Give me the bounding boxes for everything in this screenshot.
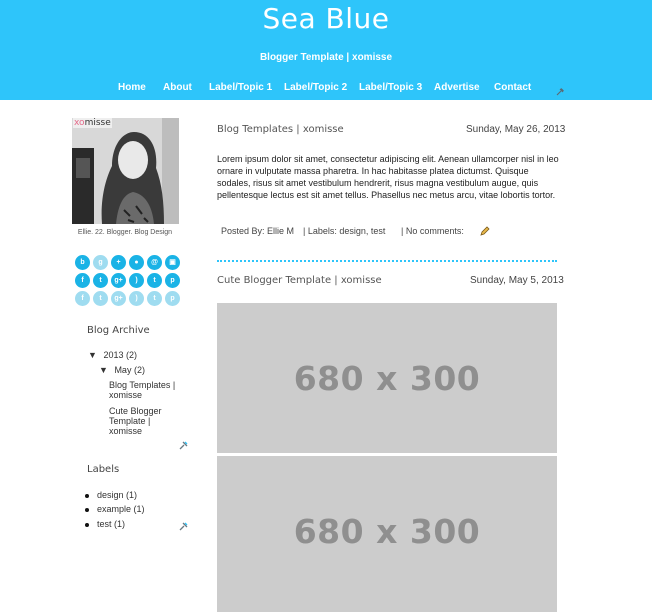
- site-description: Blogger Template | xomisse: [259, 52, 393, 63]
- plus-icon[interactable]: +: [111, 255, 126, 270]
- googleplus-icon[interactable]: g+: [111, 291, 126, 306]
- twitter-icon[interactable]: t: [93, 273, 108, 288]
- googleplus-icon[interactable]: g+: [111, 273, 126, 288]
- header-bar: [0, 0, 652, 100]
- image-placeholder: [217, 303, 557, 453]
- pinterest-icon[interactable]: p: [165, 291, 180, 306]
- triangle-down-icon[interactable]: ▼: [99, 365, 108, 375]
- nav-item-label-topic-2[interactable]: Label/Topic 2: [284, 82, 348, 93]
- bloglovin-icon[interactable]: b: [75, 255, 90, 270]
- email-icon[interactable]: @: [147, 255, 162, 270]
- post-date: Sunday, May 26, 2013: [466, 124, 566, 135]
- social-row-2: [75, 273, 185, 289]
- nav-item-label-topic-1[interactable]: Label/Topic 1: [209, 82, 273, 93]
- social-row-1: [75, 255, 185, 271]
- tumblr-icon[interactable]: t: [147, 291, 162, 306]
- archive-month[interactable]: [99, 365, 145, 375]
- pinterest-icon[interactable]: p: [165, 273, 180, 288]
- archive-month-count: (2): [133, 365, 145, 375]
- facebook-icon[interactable]: f: [75, 291, 90, 306]
- camera-icon[interactable]: ▣: [165, 255, 180, 270]
- rss-icon[interactable]: ): [129, 273, 144, 288]
- post-author[interactable]: Posted By: Ellie M: [221, 226, 295, 236]
- label-link[interactable]: [85, 519, 125, 529]
- archive-post-link[interactable]: [109, 380, 185, 400]
- social-row-3: [75, 291, 185, 307]
- wrench-icon[interactable]: [179, 522, 188, 531]
- rss-icon[interactable]: ): [129, 291, 144, 306]
- placeholder-text: 680 x 300: [293, 359, 481, 398]
- bullet: [85, 494, 89, 498]
- archive-post-title[interactable]: Blog Templates | xomisse: [109, 380, 176, 400]
- archive-post-title[interactable]: Cute Blogger Template | xomisse: [109, 406, 162, 436]
- archive-post-link[interactable]: [109, 406, 167, 436]
- bullet: [85, 508, 89, 512]
- image-placeholder: [217, 456, 557, 612]
- post-title[interactable]: Cute Blogger Template | xomisse: [217, 275, 382, 286]
- facebook-icon[interactable]: f: [75, 273, 90, 288]
- nav-item-home[interactable]: Home: [118, 82, 146, 93]
- labels-title: Labels: [87, 464, 120, 475]
- placeholder-text: 680 x 300: [293, 512, 481, 551]
- post-divider: [217, 260, 557, 262]
- site-title[interactable]: Sea Blue: [262, 2, 390, 35]
- nav-item-advertise[interactable]: Advertise: [434, 82, 480, 93]
- post-body: Lorem ipsum dolor sit amet, consectetur adipiscing elit. Aenean ullamcorper nisl in leo ornare in vulputate massa pharetra. In hac habitasse platea dictumst. Quisque sodales, risus sit amet vestibulum hendrerit, risus magna vestibulum augue, quis pellentesque lectus est sit amet tellus. Phasellus nec metus arcu, vitae lobortis tortor.: [217, 154, 559, 200]
- label-text[interactable]: test (1): [97, 519, 126, 529]
- triangle-down-icon[interactable]: ▼: [88, 350, 97, 360]
- label-text[interactable]: design (1): [97, 490, 138, 500]
- profile-caption: Ellie. 22. Blogger. Blog Design: [77, 229, 173, 236]
- google-icon[interactable]: g: [93, 255, 108, 270]
- nav-item-contact[interactable]: Contact: [494, 82, 532, 93]
- label-text[interactable]: example (1): [97, 504, 145, 514]
- post-comments-link[interactable]: | No comments:: [401, 226, 464, 236]
- wrench-icon[interactable]: [556, 88, 564, 96]
- archive-month-label[interactable]: May: [114, 365, 132, 375]
- pencil-icon[interactable]: [480, 226, 490, 236]
- post-title[interactable]: Blog Templates | xomisse: [217, 124, 344, 135]
- wrench-icon[interactable]: [179, 441, 188, 450]
- post-date: Sunday, May 5, 2013: [470, 275, 564, 286]
- archive-year-count: (2): [125, 350, 137, 360]
- user-icon[interactable]: ●: [129, 255, 144, 270]
- main-nav: [0, 82, 652, 96]
- profile-photo: [72, 118, 179, 224]
- label-link[interactable]: [85, 504, 145, 514]
- xomisse-logo: xomisse: [74, 118, 111, 128]
- tumblr-icon[interactable]: t: [147, 273, 162, 288]
- archive-title: Blog Archive: [87, 325, 150, 336]
- nav-item-label-topic-3[interactable]: Label/Topic 3: [359, 82, 423, 93]
- nav-item-about[interactable]: About: [163, 82, 192, 93]
- twitter-icon[interactable]: t: [93, 291, 108, 306]
- label-link[interactable]: [85, 490, 137, 500]
- post-labels[interactable]: | Labels: design, test: [303, 226, 386, 236]
- archive-year-label[interactable]: 2013: [103, 350, 124, 360]
- bullet: [85, 523, 89, 527]
- archive-year[interactable]: [88, 350, 137, 360]
